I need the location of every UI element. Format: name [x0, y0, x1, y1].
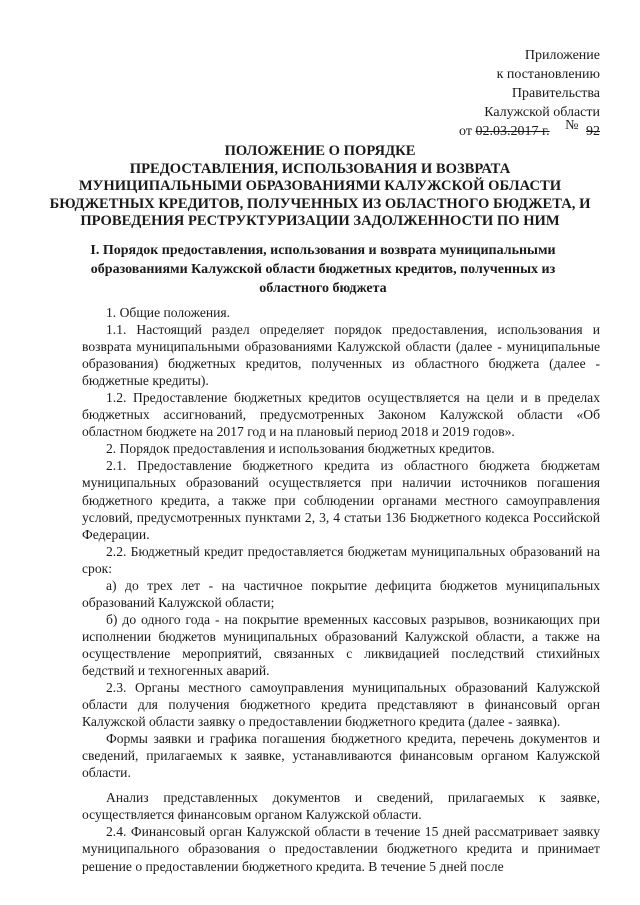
document-body	[82, 304, 600, 875]
paragraph: 1. Общие положения.	[106, 305, 231, 320]
paragraph: 1.1. Настоящий раздел определяет порядок предоставления, использования и возврата муниципальными образованиями Калужской области (далее - муниципальные образования) бюджетных кредитов, полученных из областного бюджета (далее - бюджетные кредиты).	[82, 322, 600, 389]
paragraph: 1.2. Предоставление бюджетных кредитов осуществляется на цели и в пределах бюджетных ассигнований, предусмотренных Законом Калужской области «Об областном бюджете на 2017 год и на плановый период 2018 и 2019 годов».	[82, 390, 600, 440]
title-line: БЮДЖЕТНЫХ КРЕДИТОВ, ПОЛУЧЕННЫХ ИЗ ОБЛАСТНОГО БЮДЖЕТА, И	[49, 195, 591, 212]
title-line: ПРОВЕДЕНИЯ РЕСТРУКТУРИЗАЦИИ ЗАДОЛЖЕННОСТИ ПО НИМ	[80, 213, 560, 229]
paragraph: 2.4. Финансовый орган Калужской области в течение 15 дней рассматривает заявку муниципального образования о предоставлении бюджетного кредита и принимает решение о предоставлении бюджетного кредита. В течение 5 дней после	[82, 824, 600, 874]
appendix-line: Правительства	[511, 86, 600, 101]
paragraph: 2. Порядок предоставления и использования бюджетных кредитов.	[106, 441, 495, 457]
paragraph: 2.3. Органы местного самоуправления муниципальных образований Калужской области для получения бюджетного кредита представляют в финансовый орган Калужской области заявку о предоставлении бюджетного кредита (далее - заявка).	[82, 680, 600, 730]
title-line: ПРЕДОСТАВЛЕНИЯ, ИСПОЛЬЗОВАНИЯ И ВОЗВРАТА	[129, 160, 511, 177]
number-value: 92	[586, 124, 600, 139]
appendix-line: к постановлению	[496, 67, 600, 82]
date-prefix: от	[459, 124, 472, 139]
paragraph: б) до одного года - на покрытие временных кассовых разрывов, возникающих при исполнении бюджетов муниципальных образований Калужской области, а также на осуществление мероприятий, связанных с ликвидацией последствий стихийных бедствий и техногенных аварий.	[82, 611, 600, 678]
appendix-line: Калужской области	[484, 105, 600, 120]
section-heading: I. Порядок предоставления, использования и возврата муниципальными образованиями Калужской области бюджетных кредитов, полученных из областного бюджета	[90, 243, 556, 296]
paragraph: а) до трех лет - на частичное покрытие дефицита бюджетов муниципальных образований Калужской области;	[82, 577, 600, 610]
title-line: ПОЛОЖЕНИЕ О ПОРЯДКЕ	[224, 143, 416, 159]
appendix-block	[459, 46, 600, 141]
paragraph: 2.2. Бюджетный кредит предоставляется бюджетам муниципальных образований на срок:	[82, 543, 600, 576]
paragraph: Формы заявки и графика погашения бюджетного кредита, перечень документов и сведений, прилагаемых к заявке, устанавливаются финансовым органом Калужской области.	[82, 731, 600, 781]
number-sign: №	[565, 118, 579, 133]
title-line: МУНИЦИПАЛЬНЫМИ ОБРАЗОВАНИЯМИ КАЛУЖСКОЙ ОБЛАСТИ	[78, 178, 562, 194]
document-title	[40, 143, 600, 231]
paragraph: Анализ представленных документов и сведений, прилагаемых к заявке, осуществляется финансовым органом Калужской области.	[82, 790, 600, 823]
paragraph: 2.1. Предоставление бюджетного кредита из областного бюджета бюджетам муниципальных образований осуществляется при наличии источников погашения бюджетного кредита, а также при соблюдении органами местного самоуправления условий, предусмотренных пунктами 2, 3, 4 статьи 136 Бюджетного кодекса Российской Федерации.	[82, 458, 600, 542]
appendix-date-line	[459, 118, 600, 141]
appendix-line: Приложение	[524, 48, 600, 63]
date-value: 02.03.2017 г.	[475, 124, 550, 139]
